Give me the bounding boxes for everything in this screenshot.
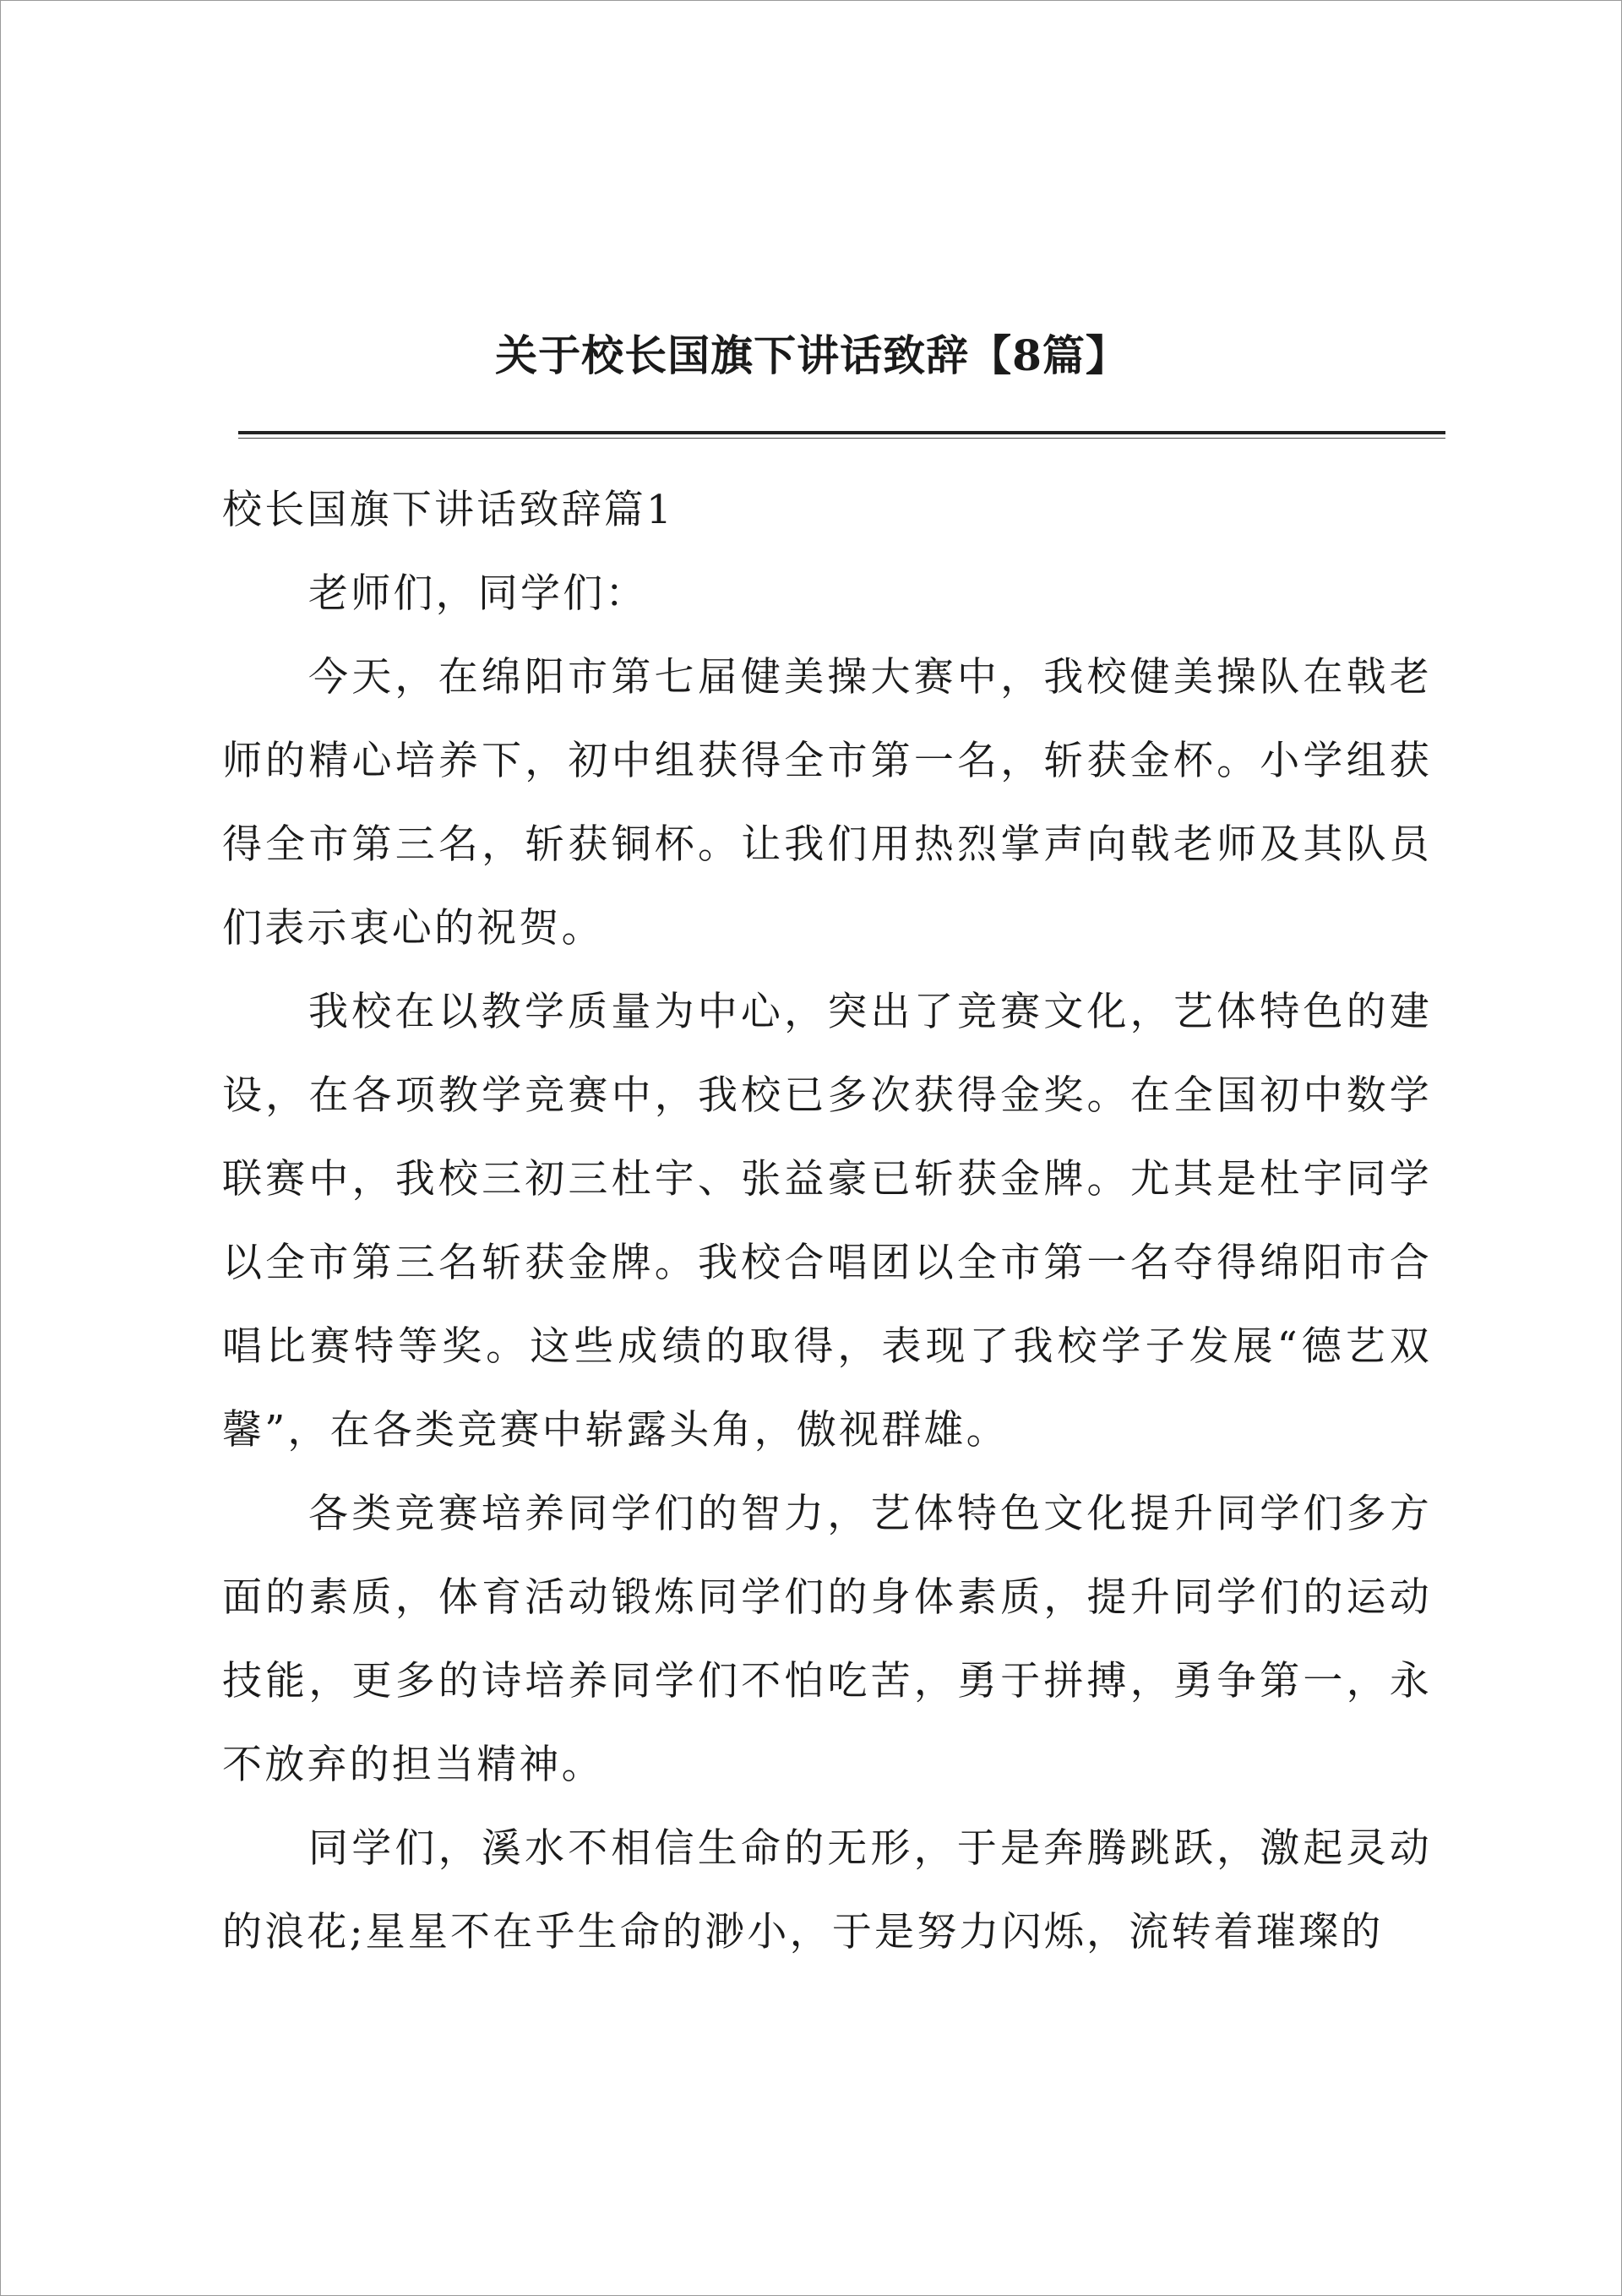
section-heading: 校长国旗下讲话致辞篇1 [222,487,675,533]
title-divider-thick [238,431,1445,434]
title-divider-thin [238,438,1445,439]
document-title: 关于校长国旗下讲话致辞【8篇】 [495,330,1129,380]
body-paragraph: 同学们，溪水不相信生命的无形，于是奔腾跳跃，激起灵动的浪花;星星不在乎生命的渺小，于是努力闪烁，流转着璀璨的 [222,1825,1432,1955]
salutation-paragraph: 老师们，同学们： [308,570,648,617]
body-paragraph: 今天，在绵阳市第七届健美操大赛中，我校健美操队在戟老师的精心培养下，初中组获得全市第一名，斩获金杯。小学组获得全市第三名，斩获铜杯。让我们用热烈掌声向戟老师及其队员们表示衷心的祝贺。 [222,654,1432,952]
document-body [222,468,1432,1974]
body-paragraph: 各类竞赛培养同学们的智力，艺体特色文化提升同学们多方面的素质，体育活动锻炼同学们的身体素质，提升同学们的运动技能，更多的诗培养同学们不怕吃苦，勇于拼搏，勇争第一，永不放弃的担当精神。 [222,1491,1432,1788]
body-paragraph: 我校在以教学质量为中心，突出了竞赛文化，艺体特色的建设，在各项教学竞赛中，我校已多次获得金奖。在全国初中数学联赛中，我校三初三杜宇、张益豪已斩获金牌。尤其是杜宇同学以全市第三名斩获金牌。我校合唱团以全市第一名夺得绵阳市合唱比赛特等奖。这些成绩的取得，表现了我校学子发展“德艺双馨”，在各类竞赛中崭露头角，傲视群雄。 [222,989,1432,1453]
